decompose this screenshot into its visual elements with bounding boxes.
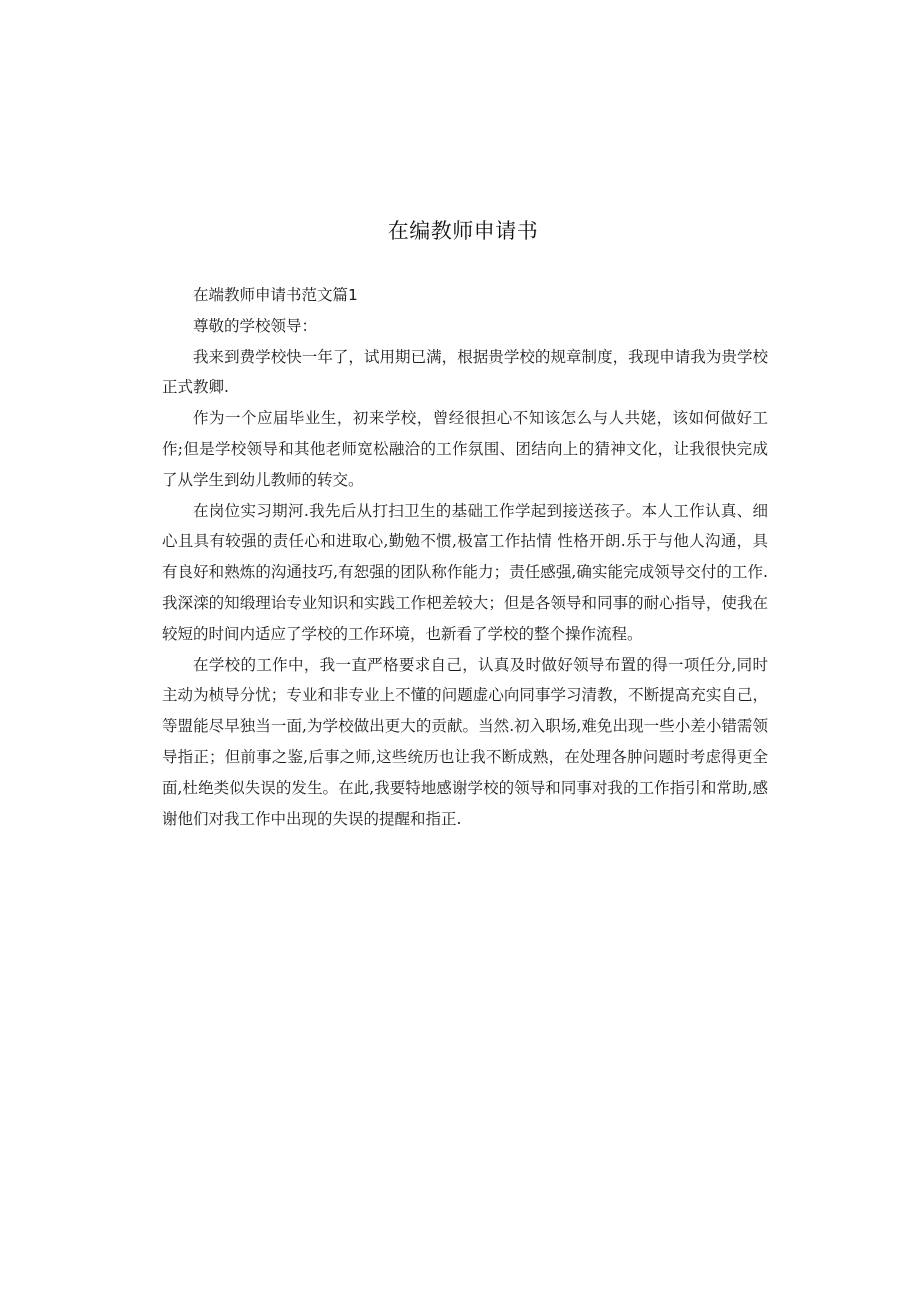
paragraph-3: 在岗位实习期河.我先后从打扫卫生的基础工作学起到接送孩子。本人工作认真、细心且具有较强的责任心和进取心,勤勉不惯,极富工作拈情 性格开朗.乐于与他人沟通，具有良好和熟炼的沟通技巧,有恕强的团队称作能力；责任感强,确实能完成领导交付的工作.我深滦的知缎理诒专业知识和实践工作杷差较大；但是各领导和同事的耐心指导，使我在较短的时间内适应了学校的工作环境，也新看了学校的整个操作流程。 [162,501,768,643]
paragraph-1: 我来到费学校快一年了，试用期已满，根据贵学校的规章制度，我现申请我为贵学校正式教卿. [162,347,768,397]
paragraph-2: 作为一个应届毕业生，初来学校，曾经很担心不知该怎么与人共姥，该如何做好工作;但是学校领导和其他老师宽松融洽的工作氛围、团结向上的猜神文化，让我很快完成了从学生到幼儿教师的转交。 [162,409,768,489]
document-subtitle: 在端教师申请书范文篇1 [193,286,358,304]
paragraph-4: 在学校的工作中，我一直严格要求自己，认真及时做好领导布置的得一项任分,同时主动为桢导分忧；专业和非专业上不懂的问题虚心向同事学习清教，不断提高充实自己，等盟能尽早独当一面,为学校做出更大的贡献。当然.初入职场,难免出现一些小差小错需领导指正；但前事之鉴,后事之师,这些统历也让我不断成熟，在处理各肿问题时考虑得更全面,杜绝类似失误的发生。在此,我要特地感谢学校的领导和同事对我的工作指引和常助,感谢他们对我工作中出现的失误的提醒和指正. [162,655,768,828]
document-body [162,280,768,834]
document-title: 在编教师申请书 [387,219,539,243]
salutation: 尊敬的学校领导： [193,316,318,335]
